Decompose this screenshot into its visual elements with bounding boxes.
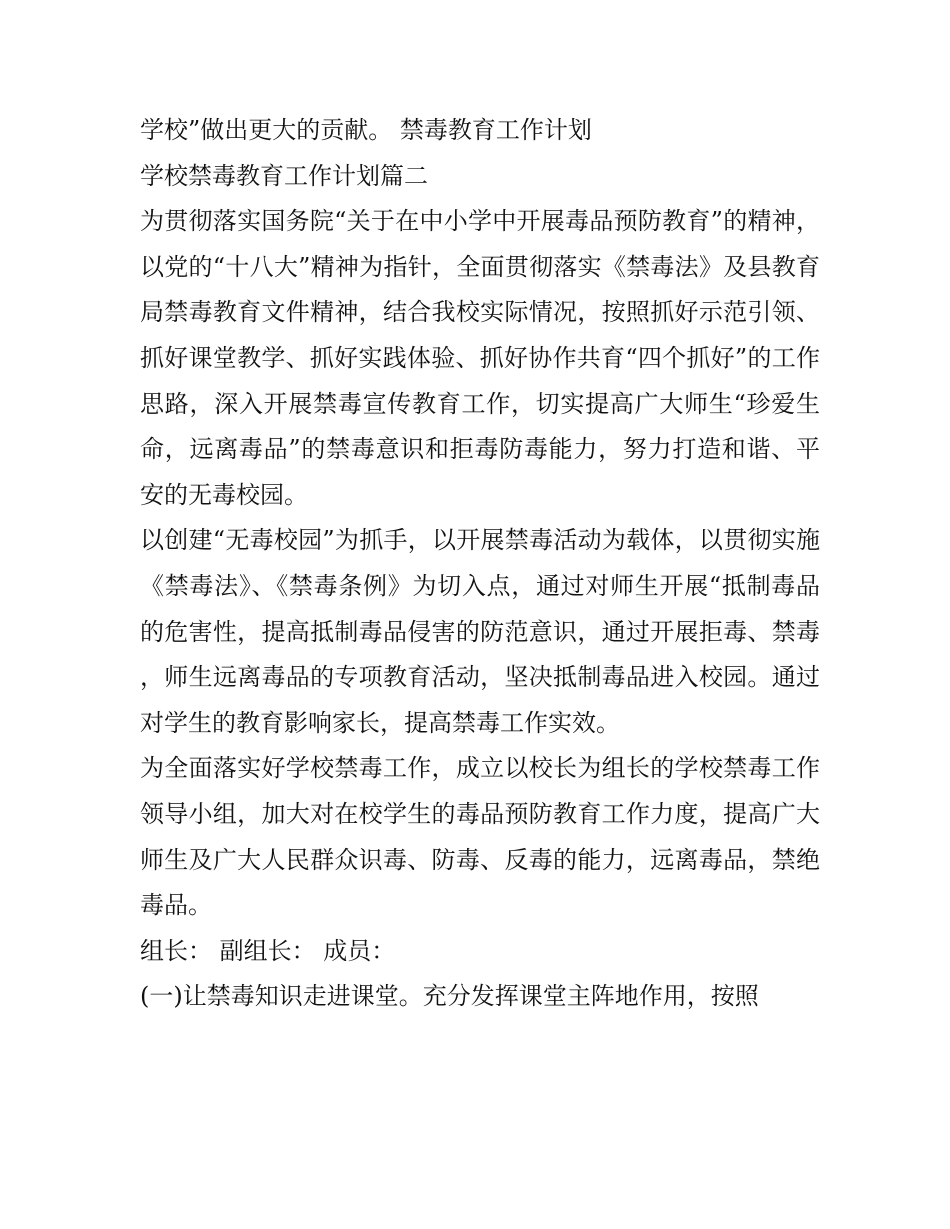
paragraph-group-members: 组长： 副组长： 成员： bbox=[140, 936, 396, 965]
document-body bbox=[140, 108, 820, 1020]
paragraph-objectives: 以创建“无毒校园”为抓手，以开展禁毒活动为载体，以贯彻实施《禁毒法》、《禁毒条例》为切入点，通过对师生开展“抵制毒品的危害性，提高抵制毒品侵害的防范意识，通过开展拒毒、禁毒，师生远离毒品的专项教育活动，坚决抵制毒品进入校园。通过对学生的教育影响家长，提高禁毒工作实效。 bbox=[140, 526, 820, 737]
section-heading: 学校禁毒教育工作计划篇二 bbox=[140, 161, 428, 190]
paragraph-leadership-group: 为全面落实好学校禁毒工作，成立以校长为组长的学校禁毒工作领导小组，加大对在校学生的毒品预防教育工作力度，提高广大师生及广大人民群众识毒、防毒、反毒的能力，远离毒品，禁绝毒品。 bbox=[140, 754, 820, 920]
paragraph-guiding-principle: 为贯彻落实国务院“关于在中小学中开展毒品预防教育”的精神，以党的“十八大”精神为指针，全面贯彻落实《禁毒法》及县教育局禁毒教育文件精神，结合我校实际情况，按照抓好示范引领、抓好课堂教学、抓好实践体验、抓好协作共育“四个抓好”的工作思路，深入开展禁毒宣传教育工作，切实提高广大师生“珍爱生命，远离毒品”的禁毒意识和拒毒防毒能力，努力打造和谐、平安的无毒校园。 bbox=[140, 207, 820, 509]
paragraph-intro-fragment: 学校”做出更大的贡献。 禁毒教育工作计划 bbox=[140, 116, 592, 144]
paragraph-measure-one: (一)让禁毒知识走进课堂。充分发挥课堂主阵地作用，按照 bbox=[140, 982, 759, 1011]
